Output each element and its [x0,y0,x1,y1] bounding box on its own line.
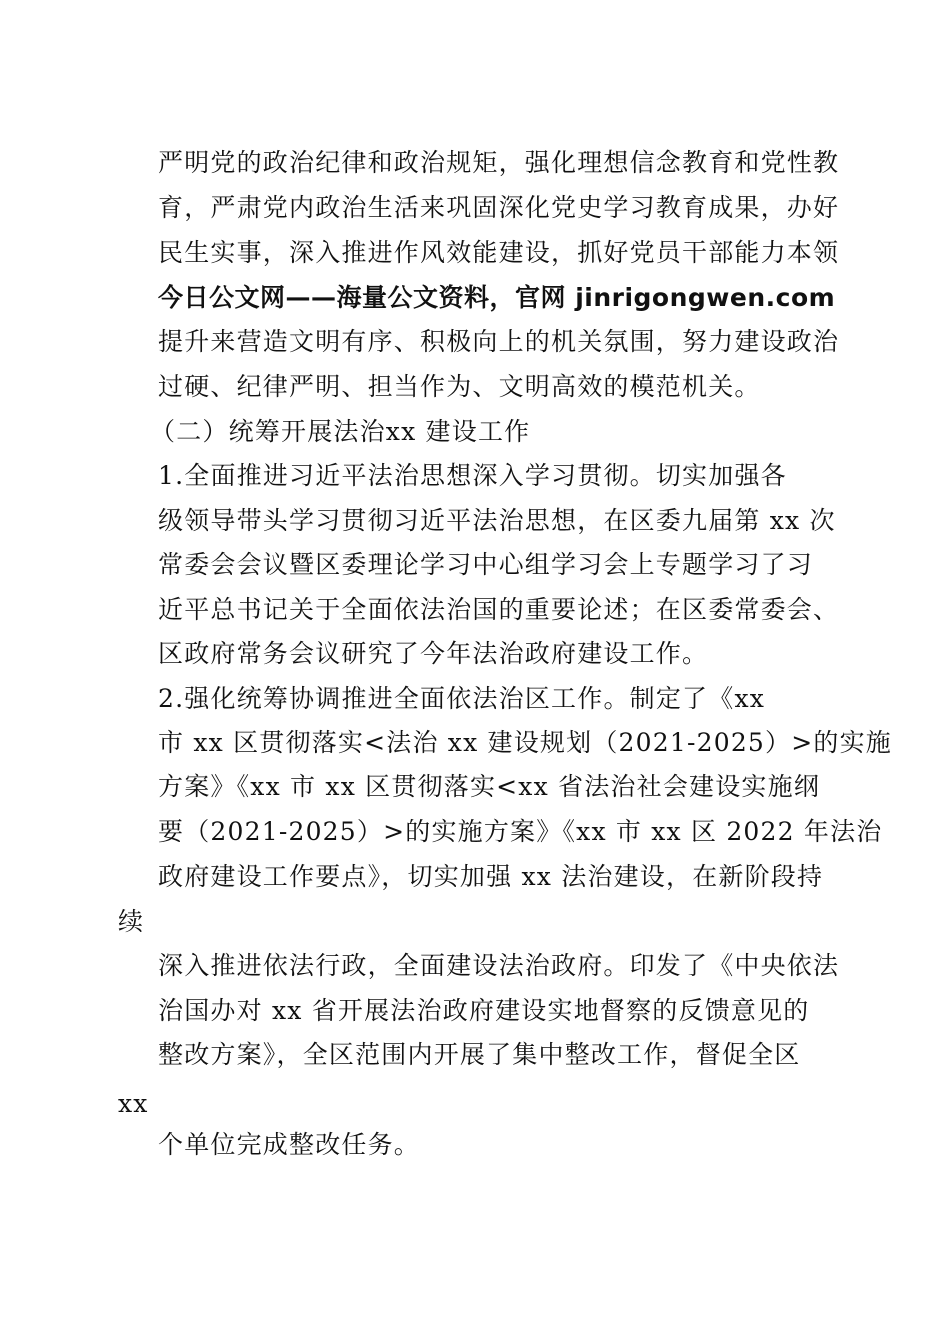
section-heading: （二）统筹开展法治xx 建设工作 [150,417,531,446]
body-text-line: 整改方案》，全区范围内开展了集中整改工作，督促全区 [158,1040,801,1069]
body-text-line: 个单位完成整改任务。 [158,1130,421,1159]
body-text-line: 1.全面推进习近平法治思想深入学习贯彻。切实加强各 [158,461,787,490]
body-text-line: 市 xx 区贯彻落实<法治 xx 建设规划（2021-2025）>的实施 [158,728,892,757]
body-text-line: 常委会会议暨区委理论学习中心组学习会上专题学习了习 [158,550,814,579]
body-text-line: 过硬、纪律严明、担当作为、文明高效的模范机关。 [158,372,761,401]
body-text-line: 民生实事，深入推进作风效能建设，抓好党员干部能力本领 [158,238,840,267]
body-text-line: 提升来营造文明有序、积极向上的机关氛围，努力建设政治 [158,327,840,356]
body-text-line: 区政府常务会议研究了今年法治政府建设工作。 [158,639,709,668]
body-text-line: 治国办对 xx 省开展法治政府建设实地督察的反馈意见的 [158,996,810,1025]
watermark-banner: 今日公文网——海量公文资料，官网 jinrigongwen.com [158,283,836,312]
body-text-line: 要（2021-2025）>的实施方案》《xx 市 xx 区 2022 年法治 [158,817,883,846]
body-text-line: 深入推进依法行政，全面建设法治政府。印发了《中央依法 [158,951,840,980]
body-text-line: 续 [118,907,145,936]
body-text-line: 近平总书记关于全面依法治国的重要论述；在区委常委会、 [158,595,840,624]
body-text-line: 育，严肃党内政治生活来巩固深化党史学习教育成果，办好 [158,193,840,222]
body-text-line: 级领导带头学习贯彻习近平法治思想，在区委九届第 xx 次 [158,506,836,535]
body-text-line: 严明党的政治纪律和政治规矩，强化理想信念教育和党性教 [158,148,840,177]
body-text-line: 2.强化统筹协调推进全面依法治区工作。制定了《xx [158,684,766,713]
body-text-line: xx [118,1089,149,1118]
body-text-line: 政府建设工作要点》，切实加强 xx 法治建设，在新阶段持 [158,862,824,891]
body-text-line: 方案》《xx 市 xx 区贯彻落实<xx 省法治社会建设实施纲 [158,772,821,801]
